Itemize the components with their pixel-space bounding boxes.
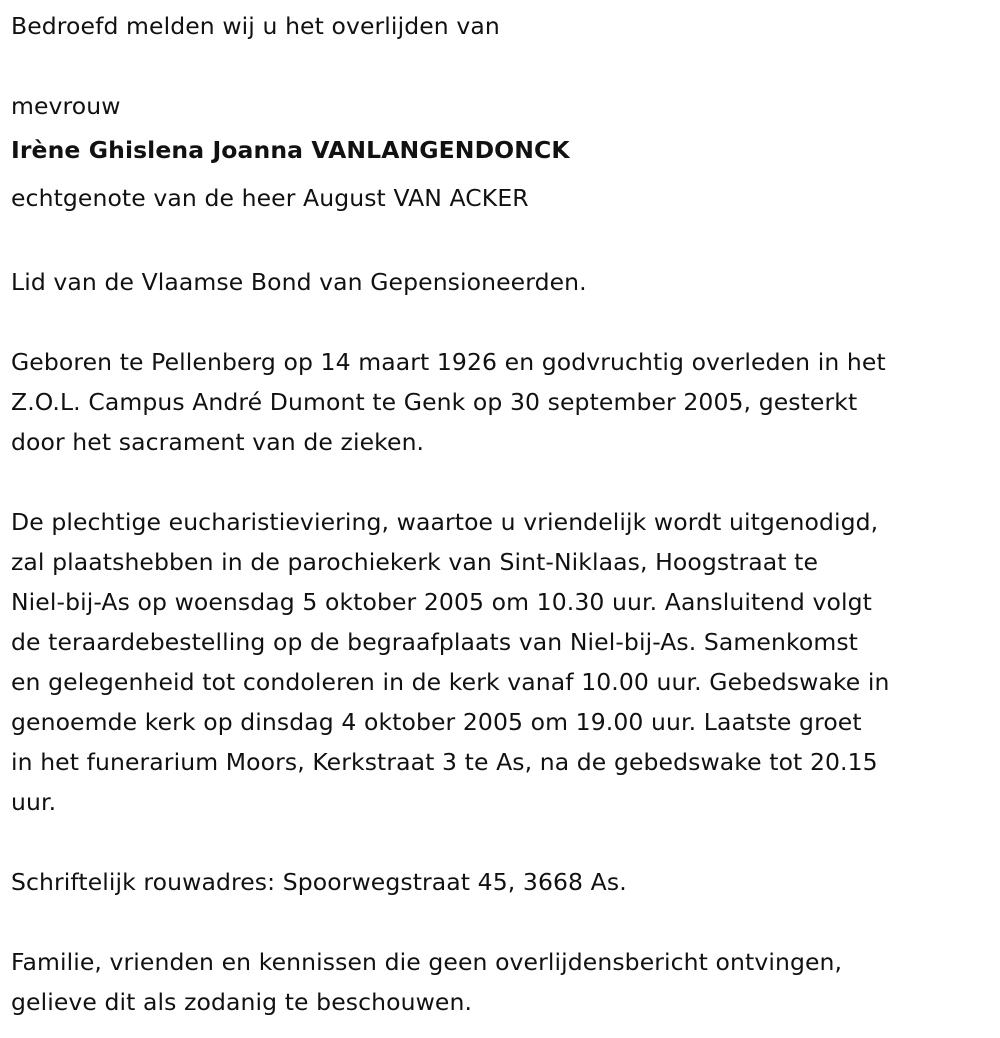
deceased-name: Irène Ghislena Joanna VANLANGENDONCK <box>11 136 570 164</box>
death-notice <box>11 6 995 1022</box>
paragraph-line: en gelegenheid tot condoleren in de kerk vanaf 10.00 uur. Gebedswake in <box>11 668 890 696</box>
title-line: mevrouw <box>11 92 121 120</box>
paragraph-line: uur. <box>11 788 57 816</box>
paragraph-line: Familie, vrienden en kennissen die geen overlijdensbericht ontvingen, <box>11 948 843 976</box>
spouse-line: echtgenote van de heer August VAN ACKER <box>11 184 529 212</box>
paragraph-line: Z.O.L. Campus André Dumont te Genk op 30 september 2005, gesterkt <box>11 388 858 416</box>
paragraph-line: gelieve dit als zodanig te beschouwen. <box>11 988 473 1016</box>
paragraph-line: door het sacrament van de zieken. <box>11 428 425 456</box>
ceremony-paragraph <box>11 502 995 822</box>
paragraph-line: zal plaatshebben in de parochiekerk van Sint-Niklaas, Hoogstraat te <box>11 548 819 576</box>
paragraph-line: Geboren te Pellenberg op 14 maart 1926 en godvruchtig overleden in het <box>11 348 886 376</box>
paragraph-line: de teraardebestelling op de begraafplaats van Niel-bij-As. Samenkomst <box>11 628 858 656</box>
membership-line: Lid van de Vlaamse Bond van Gepensioneerden. <box>11 268 587 296</box>
intro-line: Bedroefd melden wij u het overlijden van <box>11 12 500 40</box>
birth-death-paragraph <box>11 342 995 462</box>
paragraph-line: Niel-bij-As op woensdag 5 oktober 2005 om 10.30 uur. Aansluitend volgt <box>11 588 872 616</box>
paragraph-line: De plechtige eucharistieviering, waartoe u vriendelijk wordt uitgenodigd, <box>11 508 879 536</box>
closing-paragraph <box>11 942 995 1022</box>
address-line: Schriftelijk rouwadres: Spoorwegstraat 45, 3668 As. <box>11 868 627 896</box>
paragraph-line: genoemde kerk op dinsdag 4 oktober 2005 om 19.00 uur. Laatste groet <box>11 708 862 736</box>
paragraph-line: in het funerarium Moors, Kerkstraat 3 te As, na de gebedswake tot 20.15 <box>11 748 878 776</box>
